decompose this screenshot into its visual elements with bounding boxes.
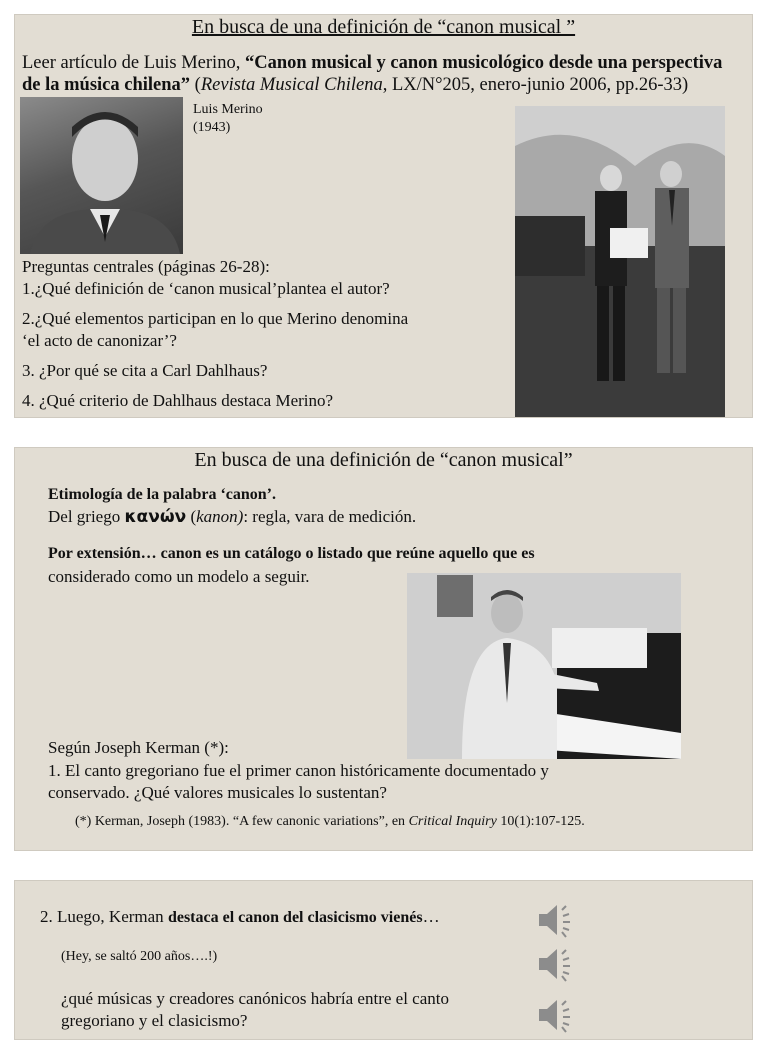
article-title: “Canon musical y canon musicológico desde una perspectiva de la música chilena” xyxy=(22,53,723,95)
footnote-rest: 10(1):107-125. xyxy=(496,814,585,829)
item-2-prefix: 2. Luego, Kerman xyxy=(40,907,168,926)
etymology-prefix: Del griego xyxy=(48,507,125,526)
item-2-suffix: … xyxy=(422,907,440,926)
kanon-word: kanon) xyxy=(196,507,244,526)
intro-prefix: Leer artículo de Luis Merino, xyxy=(22,53,245,73)
question-line-1: ¿qué músicas y creadores canónicos habría entre el canto xyxy=(61,989,449,1008)
journal-name: Revista Musical Chilena xyxy=(200,75,383,95)
footnote-journal: Critical Inquiry xyxy=(408,814,497,829)
item-2 xyxy=(40,906,440,929)
question-2-line-2: ‘el acto de canonizar’? xyxy=(22,331,177,350)
etymology-definition xyxy=(48,506,416,528)
kerman-piano-photo xyxy=(407,573,681,759)
question-4: 4. ¿Qué criterio de Dahlhaus destaca Merino? xyxy=(22,391,334,410)
speaker-icon[interactable] xyxy=(535,944,575,984)
slide-1 xyxy=(14,14,753,418)
etymology-heading: Etimología de la palabra ‘canon’. xyxy=(48,486,277,503)
award-ceremony-photo xyxy=(515,106,725,418)
question-line-2: gregoriano y el clasicismo? xyxy=(61,1011,248,1030)
luis-merino-portrait xyxy=(20,97,183,254)
speaker-icon[interactable] xyxy=(535,900,575,940)
extension-line-2: considerado como un modelo a seguir. xyxy=(48,567,310,586)
kerman-question-line-1: 1. El canto gregoriano fue el primer canon históricamente documentado y xyxy=(48,761,549,780)
slide-3 xyxy=(14,880,753,1040)
etymology-open: ( xyxy=(186,507,197,526)
slide-2 xyxy=(14,447,753,851)
kerman-question-line-2: conservado. ¿Qué valores musicales lo sustentan? xyxy=(48,783,387,802)
article-reference xyxy=(22,52,742,96)
greek-word: κανών xyxy=(124,507,187,527)
question-1: 1.¿Qué definición de ‘canon musical’plantea el autor? xyxy=(22,279,390,298)
caption-year: (1943) xyxy=(193,120,231,135)
item-2-bold: destaca el canon del clasicismo vienés xyxy=(167,909,423,926)
questions-heading: Preguntas centrales (páginas 26-28): xyxy=(22,257,270,276)
aside-note: (Hey, se saltó 200 años….!) xyxy=(61,949,218,964)
etymology-rest: : regla, vara de medición. xyxy=(243,507,417,526)
caption-name: Luis Merino xyxy=(193,102,263,117)
extension-line-1: Por extensión… canon es un catálogo o listado que reúne aquello que es xyxy=(48,545,535,562)
slide-2-title: En busca de una definición de “canon musical” xyxy=(194,449,573,471)
question-3: 3. ¿Por qué se cita a Carl Dahlhaus? xyxy=(22,361,268,380)
kerman-heading: Según Joseph Kerman (*): xyxy=(48,738,229,757)
kerman-footnote xyxy=(75,813,585,830)
citation-details: , LX/N°205, enero-junio 2006, pp.26-33) xyxy=(382,75,689,95)
speaker-icon[interactable] xyxy=(535,995,575,1035)
footnote-prefix: (*) Kerman, Joseph (1983). “A few canonic variations”, en xyxy=(75,814,409,829)
citation-open: ( xyxy=(190,75,201,95)
slide-1-title: En busca de una definición de “canon musical ” xyxy=(191,16,576,38)
question-2-line-1: 2.¿Qué elementos participan en lo que Merino denomina xyxy=(22,309,409,328)
